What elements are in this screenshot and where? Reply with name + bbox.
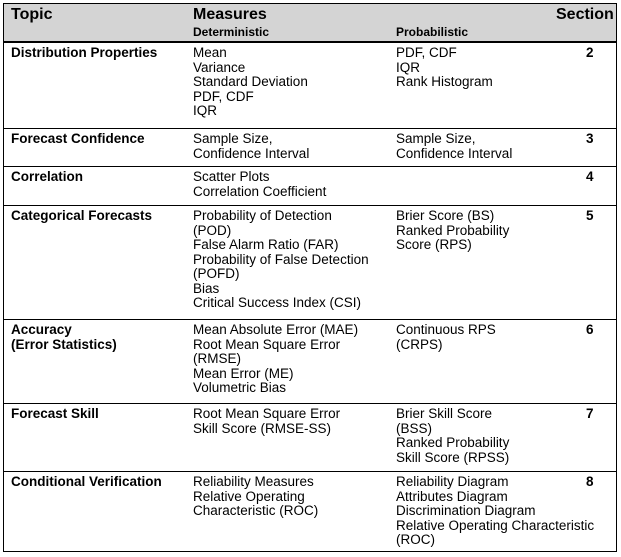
row-topic: Correlation bbox=[11, 169, 84, 184]
list-item: IQR bbox=[396, 59, 421, 75]
list-item: Relative Operating bbox=[193, 488, 305, 504]
header-probabilistic: Probabilistic bbox=[396, 25, 469, 39]
list-item: Characteristic (ROC) bbox=[193, 503, 319, 518]
row-topic: Forecast Confidence bbox=[11, 131, 145, 146]
row-topic: Conditional Verification bbox=[11, 474, 162, 489]
table-row bbox=[4, 206, 616, 320]
list-item: Mean bbox=[193, 45, 227, 60]
list-item: Continuous RPS bbox=[396, 322, 496, 337]
verification-measures-table bbox=[3, 3, 617, 552]
list-item: Probability of Detection bbox=[193, 208, 332, 223]
row-topic: Categorical Forecasts bbox=[11, 208, 153, 223]
header-measures: Measures bbox=[193, 6, 267, 23]
row-topic: Accuracy (Error Statistics) bbox=[11, 322, 117, 352]
list-item: (POFD) bbox=[193, 266, 240, 281]
deterministic-list bbox=[193, 209, 369, 311]
list-item: Discrimination Diagram bbox=[396, 503, 536, 518]
table-row bbox=[4, 320, 616, 404]
row-topic: Forecast Skill bbox=[11, 406, 99, 421]
list-item: (POD) bbox=[193, 222, 232, 238]
list-item: Brier Skill Score bbox=[396, 406, 493, 421]
section-number: 6 bbox=[586, 322, 594, 337]
table-row bbox=[4, 167, 616, 206]
list-item: Variance bbox=[193, 59, 246, 75]
list-item: (ROC) bbox=[396, 532, 435, 547]
section-number: 5 bbox=[586, 208, 594, 223]
deterministic-list bbox=[193, 46, 308, 119]
list-item: IQR bbox=[193, 103, 218, 118]
list-item: Score (RPS) bbox=[396, 237, 472, 252]
probabilistic-list bbox=[396, 46, 493, 90]
probabilistic-list bbox=[396, 407, 509, 465]
list-item: Bias bbox=[193, 280, 220, 296]
section-number: 7 bbox=[586, 406, 594, 421]
probabilistic-list bbox=[396, 209, 509, 253]
list-item: Relative Operating Characteristic bbox=[396, 517, 595, 533]
list-item: PDF, CDF bbox=[396, 45, 457, 60]
table-row bbox=[4, 404, 616, 472]
table-row bbox=[4, 472, 616, 552]
table-row bbox=[4, 43, 616, 129]
list-item: Reliability Measures bbox=[193, 474, 314, 489]
section-number: 2 bbox=[586, 45, 594, 60]
list-item: Correlation Coefficient bbox=[193, 183, 327, 199]
header-section: Section bbox=[556, 6, 614, 23]
list-item: Brier Score (BS) bbox=[396, 208, 495, 223]
deterministic-list bbox=[193, 475, 318, 519]
list-item: Mean Absolute Error (MAE) bbox=[193, 322, 359, 337]
table-row bbox=[4, 129, 616, 167]
list-item: (RMSE) bbox=[193, 351, 241, 366]
header-topic: Topic bbox=[11, 6, 53, 23]
row-topic: Distribution Properties bbox=[11, 45, 158, 60]
list-item: Reliability Diagram bbox=[396, 474, 509, 489]
table-header bbox=[4, 4, 616, 43]
list-item: Volumetric Bias bbox=[193, 380, 287, 395]
deterministic-list bbox=[193, 407, 340, 436]
list-item: Root Mean Square Error bbox=[193, 406, 341, 421]
section-number: 4 bbox=[586, 169, 594, 184]
header-deterministic: Deterministic bbox=[193, 25, 270, 39]
list-item: (BSS) bbox=[396, 420, 433, 436]
section-number: 8 bbox=[586, 474, 594, 489]
list-item: Scatter Plots bbox=[193, 169, 270, 184]
deterministic-list bbox=[193, 323, 358, 396]
list-item: Root Mean Square Error bbox=[193, 336, 341, 352]
list-item: Sample Size, bbox=[396, 131, 476, 146]
deterministic-list bbox=[193, 170, 326, 199]
list-item: Sample Size, bbox=[193, 131, 273, 146]
list-item: Critical Success Index (CSI) bbox=[193, 295, 362, 310]
list-item: Confidence Interval bbox=[193, 145, 310, 161]
list-item: Confidence Interval bbox=[396, 145, 513, 161]
section-number: 3 bbox=[586, 131, 594, 146]
list-item: Attributes Diagram bbox=[396, 488, 508, 504]
list-item: Mean Error (ME) bbox=[193, 365, 294, 381]
list-item: False Alarm Ratio (FAR) bbox=[193, 237, 339, 252]
list-item: PDF, CDF bbox=[193, 88, 254, 104]
probabilistic-list bbox=[396, 475, 594, 548]
deterministic-list bbox=[193, 132, 309, 161]
probabilistic-list bbox=[396, 132, 512, 161]
list-item: Standard Deviation bbox=[193, 74, 308, 89]
list-item: Ranked Probability bbox=[396, 222, 510, 238]
list-item: Skill Score (RPSS) bbox=[396, 449, 510, 465]
list-item: (CRPS) bbox=[396, 336, 443, 352]
list-item: Ranked Probability bbox=[396, 435, 510, 450]
list-item: Rank Histogram bbox=[396, 74, 493, 89]
probabilistic-list bbox=[396, 323, 496, 352]
list-item: Probability of False Detection bbox=[193, 251, 369, 267]
list-item: Skill Score (RMSE-SS) bbox=[193, 420, 332, 436]
